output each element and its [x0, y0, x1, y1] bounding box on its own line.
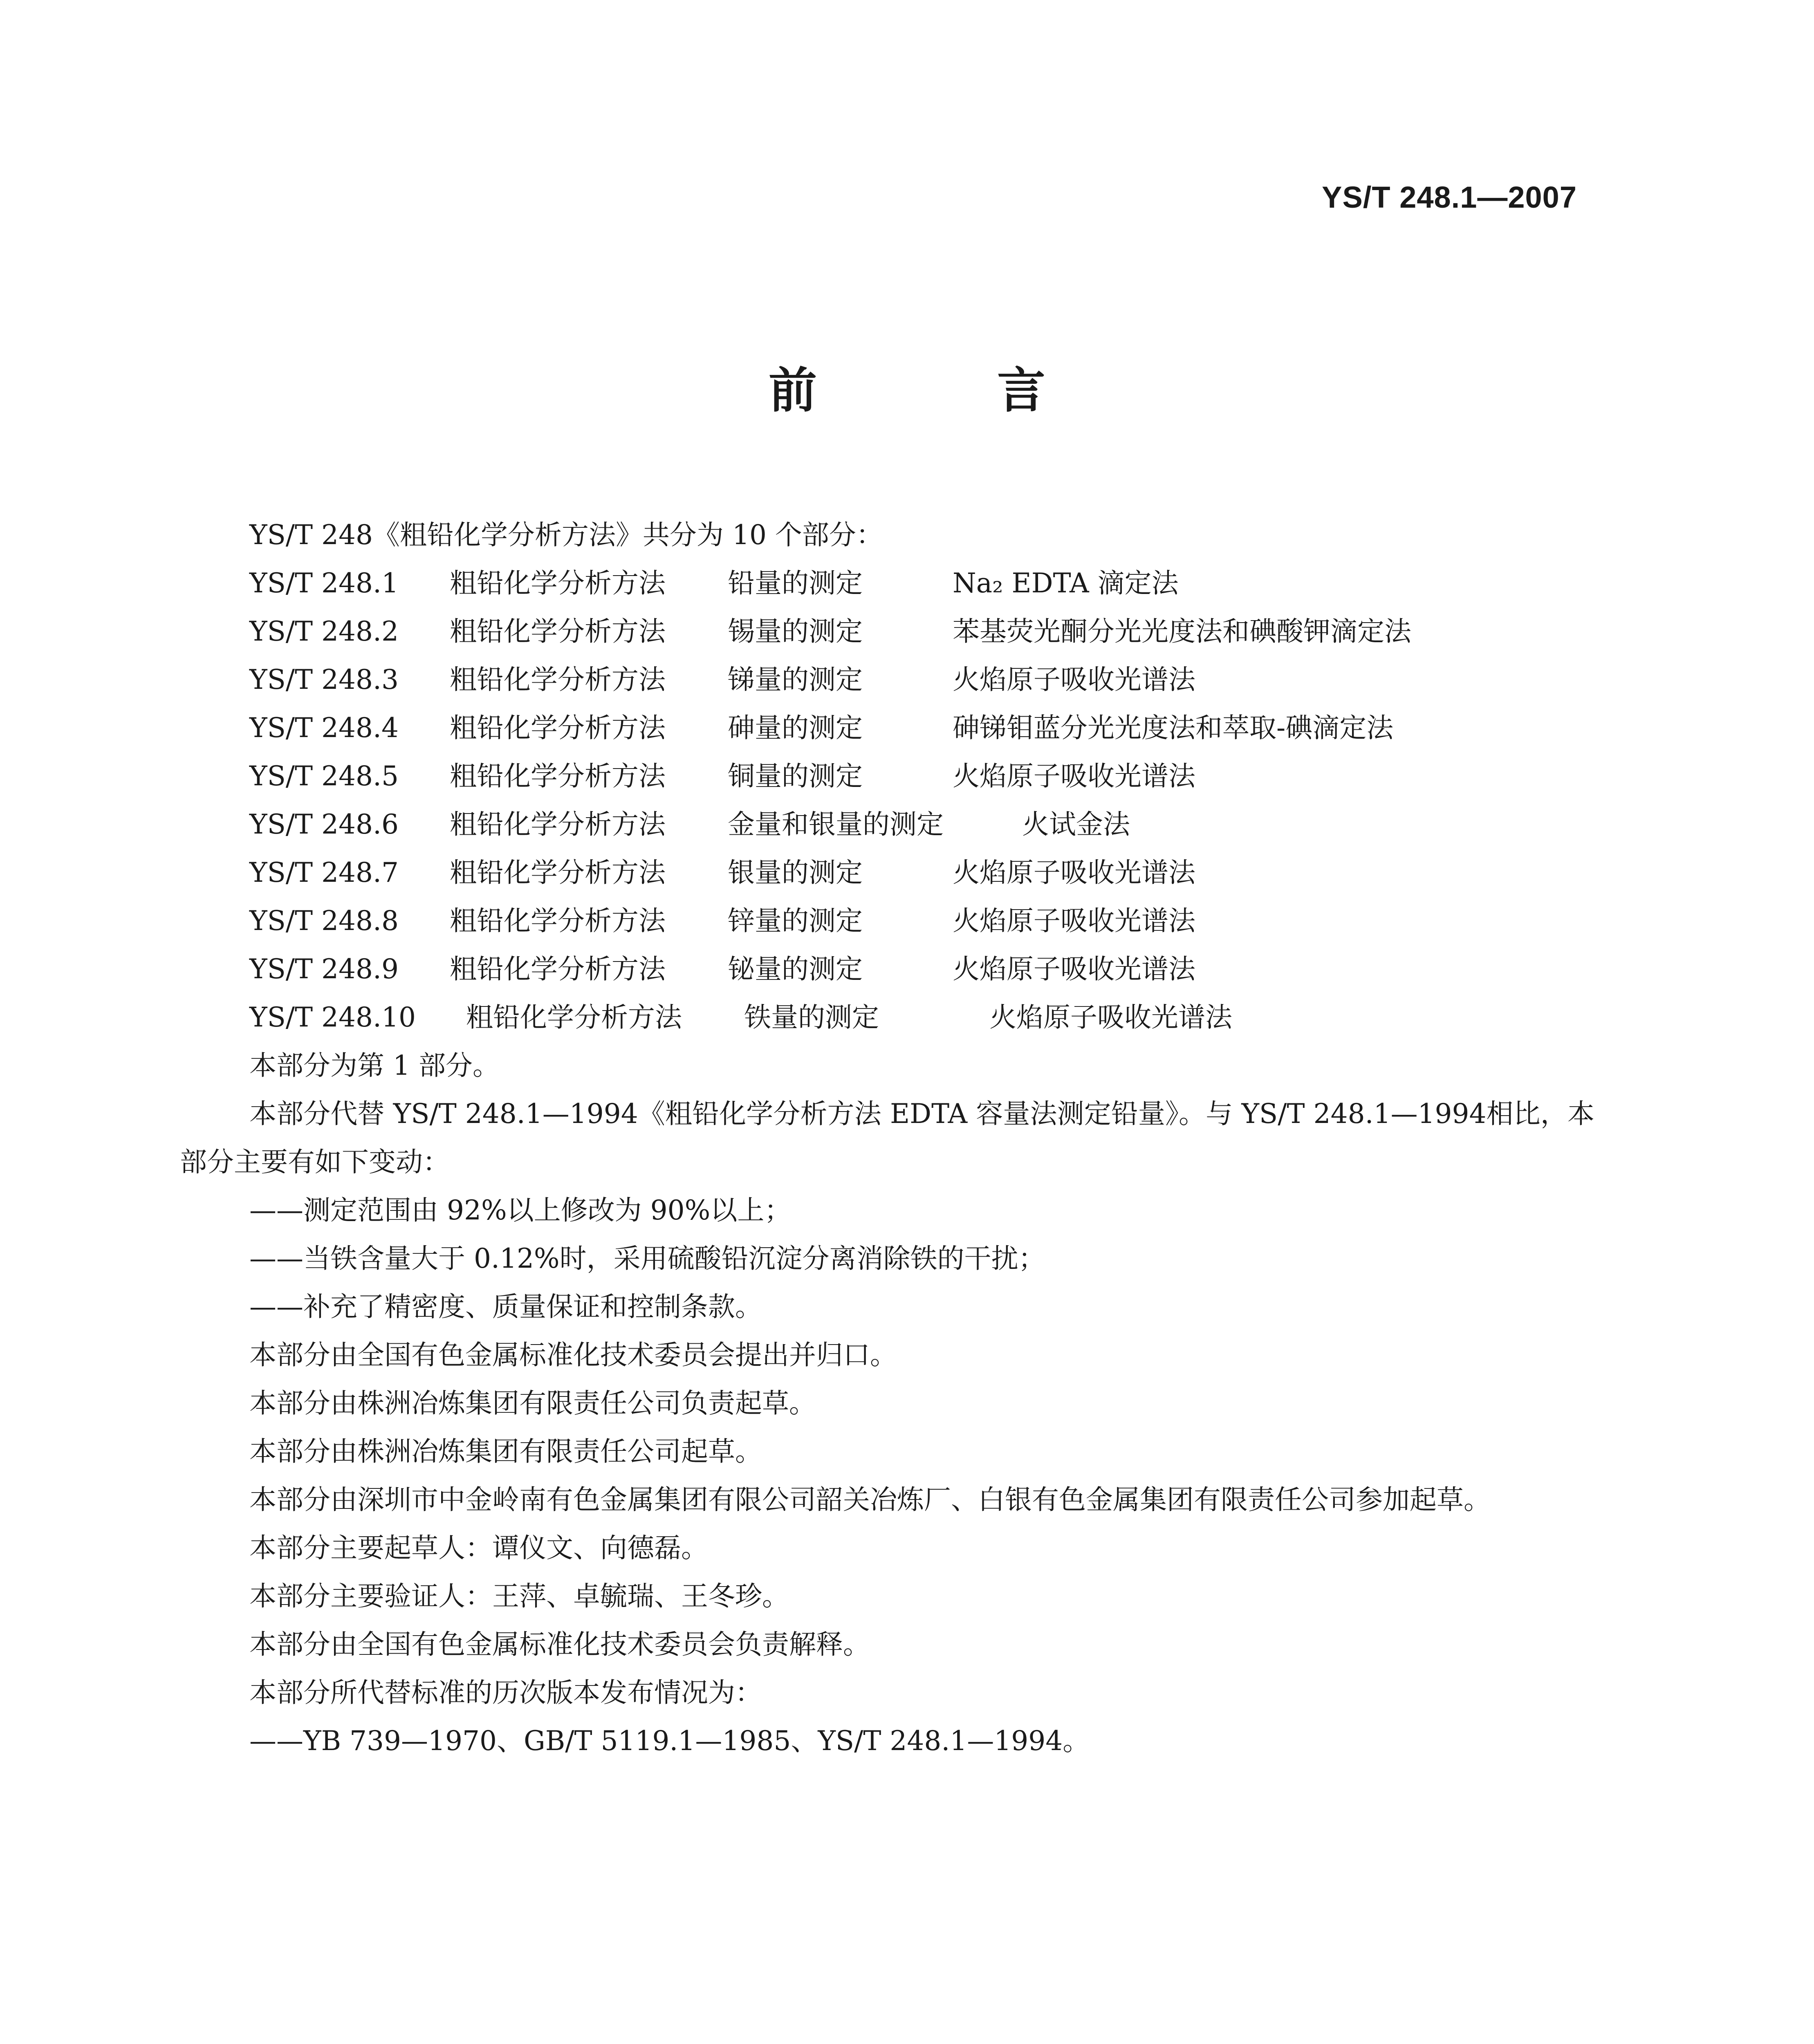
part-name: 粗铅化学分析方法	[450, 712, 666, 744]
part-code: YS/T 248.9	[249, 953, 399, 985]
part-code: YS/T 248.8	[249, 905, 399, 937]
change-item: ——当铁含量大于 0.12%时，采用硫酸铅沉淀分离消除铁的干扰；	[249, 1243, 1045, 1274]
part-row	[180, 656, 1594, 704]
part-name: 粗铅化学分析方法	[450, 760, 666, 792]
part-method: 火焰原子吸收光谱法	[953, 760, 1195, 792]
standard-code: YS/T 248.1—2007	[1322, 180, 1577, 214]
part-method: 火焰原子吸收光谱法	[989, 1002, 1232, 1033]
page-title: 前 言	[768, 362, 1128, 419]
part-item: 铋量的测定	[728, 953, 863, 985]
parts-list	[180, 559, 1594, 1042]
part-item: 砷量的测定	[728, 712, 863, 744]
part-name: 粗铅化学分析方法	[450, 664, 666, 695]
history-paragraph: ——YB 739—1970、GB/T 5119.1—1985、YS/T 248.1—1994。	[249, 1725, 1090, 1757]
part-item: 金量和银量的测定	[728, 809, 944, 840]
part-row	[180, 559, 1594, 607]
part-code: YS/T 248.4	[249, 712, 399, 744]
part-name: 粗铅化学分析方法	[450, 616, 666, 647]
verifiers-paragraph: 本部分主要验证人：王萍、卓毓瑞、王冬珍。	[249, 1580, 789, 1612]
part-row	[180, 897, 1594, 945]
change-item: ——测定范围由 92%以上修改为 90%以上；	[249, 1195, 792, 1226]
part-code: YS/T 248.2	[249, 616, 399, 647]
part-row	[180, 849, 1594, 897]
part-method: 砷锑钼蓝分光光度法和萃取-碘滴定法	[953, 712, 1394, 744]
history-intro-paragraph: 本部分所代替标准的历次版本发布情况为：	[249, 1677, 762, 1708]
part-code: YS/T 248.10	[249, 1002, 416, 1033]
part-row	[180, 607, 1594, 656]
drafter-paragraph: 本部分由株洲冶炼集团有限责任公司起草。	[249, 1436, 762, 1467]
intro-paragraph: YS/T 248《粗铅化学分析方法》共分为 10 个部分：	[249, 519, 883, 551]
part-name: 粗铅化学分析方法	[466, 1002, 682, 1033]
part-item: 铜量的测定	[728, 760, 863, 792]
part-item: 锌量的测定	[728, 905, 863, 937]
part-item: 锡量的测定	[728, 616, 863, 647]
interpretation-paragraph: 本部分由全国有色金属标准化技术委员会负责解释。	[249, 1629, 870, 1660]
part-method: 火焰原子吸收光谱法	[953, 953, 1195, 985]
part-name: 粗铅化学分析方法	[450, 809, 666, 840]
main-drafters-paragraph: 本部分主要起草人：谭仪文、向德磊。	[249, 1532, 708, 1564]
part-row	[180, 993, 1594, 1042]
part-method: 火焰原子吸收光谱法	[953, 905, 1195, 937]
part-row	[180, 704, 1594, 752]
part-code: YS/T 248.7	[249, 857, 399, 888]
part-code: YS/T 248.5	[249, 760, 399, 792]
responsible-drafter-paragraph: 本部分由株洲冶炼集团有限责任公司负责起草。	[249, 1387, 816, 1419]
part-name: 粗铅化学分析方法	[450, 953, 666, 985]
part-row	[180, 945, 1594, 993]
replaces-paragraph: 本部分代替 YS/T 248.1—1994《粗铅化学分析方法 EDTA 容量法测定铅量》。与 YS/T 248.1—1994相比，本部分主要有如下变动：	[180, 1098, 1594, 1178]
foreword-body	[180, 511, 1594, 1765]
part-code: YS/T 248.6	[249, 809, 399, 840]
part-code: YS/T 248.3	[249, 664, 399, 695]
part-method: 火焰原子吸收光谱法	[953, 857, 1195, 888]
part-name: 粗铅化学分析方法	[450, 905, 666, 937]
part-row	[180, 800, 1594, 849]
part-name: 粗铅化学分析方法	[450, 857, 666, 888]
part-item: 铅量的测定	[728, 567, 863, 599]
part-row	[180, 752, 1594, 800]
part-name: 粗铅化学分析方法	[450, 567, 666, 599]
part-method: 火试金法	[1022, 809, 1130, 840]
part-method: Na₂ EDTA 滴定法	[953, 567, 1179, 599]
part-item: 铁量的测定	[744, 1002, 879, 1033]
part-code: YS/T 248.1	[249, 567, 399, 599]
part-method: 火焰原子吸收光谱法	[953, 664, 1195, 695]
part-item: 银量的测定	[728, 857, 863, 888]
part-item: 锑量的测定	[728, 664, 863, 695]
proposed-paragraph: 本部分由全国有色金属标准化技术委员会提出并归口。	[249, 1339, 897, 1371]
participants-paragraph: 本部分由深圳市中金岭南有色金属集团有限公司韶关冶炼厂、白银有色金属集团有限责任公司参加起草。	[249, 1484, 1491, 1515]
change-item: ——补充了精密度、质量保证和控制条款。	[249, 1291, 762, 1322]
part-number-paragraph: 本部分为第 1 部分。	[249, 1050, 500, 1081]
part-method: 苯基荧光酮分光光度法和碘酸钾滴定法	[953, 616, 1411, 647]
